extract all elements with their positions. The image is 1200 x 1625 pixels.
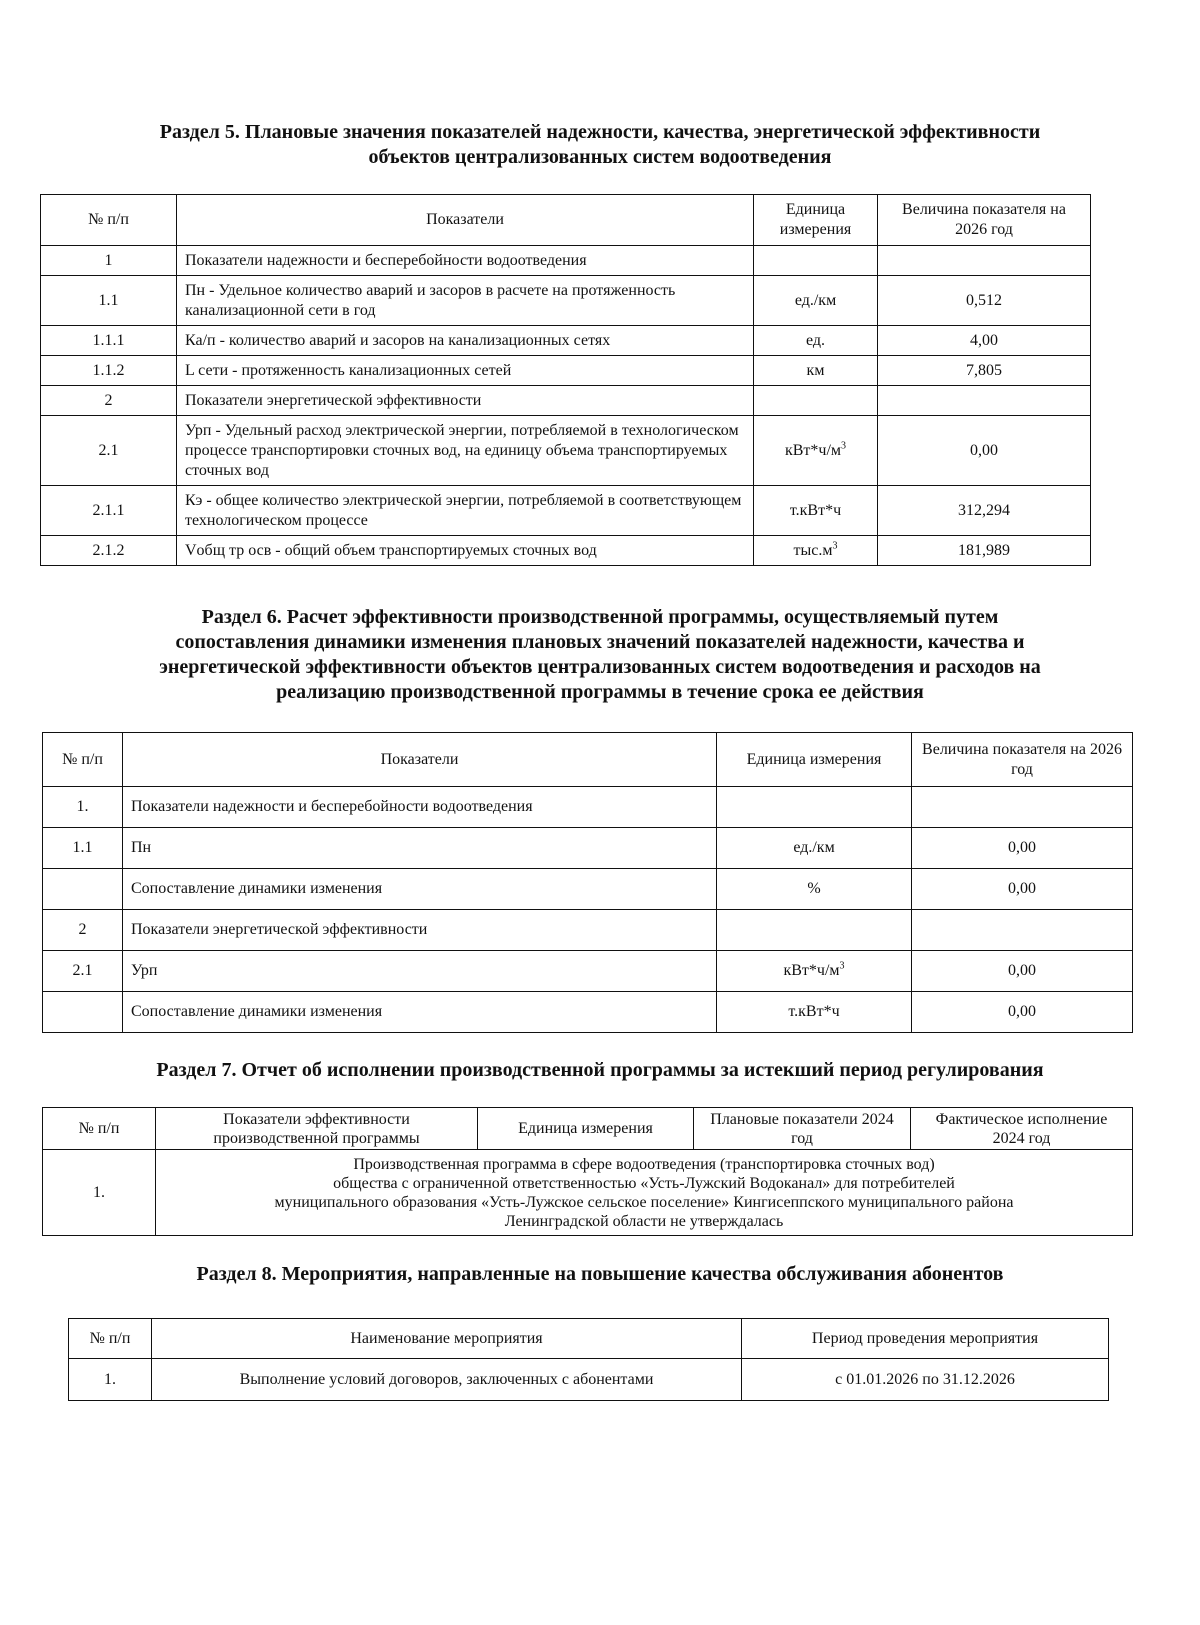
table-row [41, 356, 1091, 386]
row-indicator: Показатели надежности и бесперебойности водоотведения [177, 246, 754, 276]
table-row [41, 276, 1091, 326]
row-indicator: Пн [123, 828, 717, 869]
row-value [912, 910, 1133, 951]
row-period: с 01.01.2026 по 31.12.2026 [742, 1359, 1109, 1401]
row-value [912, 787, 1133, 828]
row-value: 0,00 [912, 951, 1133, 992]
table-row [43, 910, 1133, 951]
row-value: 0,00 [912, 828, 1133, 869]
col-header-unit: Единица измерения [478, 1108, 694, 1150]
col-header-planned: Плановые показатели 2024 год [694, 1108, 911, 1150]
row-value: 181,989 [878, 536, 1091, 566]
row-unit: т.кВт*ч [754, 486, 878, 536]
row-indicator: Показатели энергетической эффективности [177, 386, 754, 416]
col-header-indicator: Показатели [123, 733, 717, 787]
row-value: 0,00 [912, 992, 1133, 1033]
table-header-row [69, 1319, 1109, 1359]
section6-title [40, 605, 1160, 705]
table-header-row [43, 733, 1133, 787]
row-unit: $кВт*ч/м^3$ [754, 416, 878, 486]
row-indicator: L сети - протяженность канализационных сетей [177, 356, 754, 386]
section5-table [40, 194, 1091, 566]
table-row [43, 1150, 1133, 1236]
table-row [43, 951, 1133, 992]
table-row [41, 416, 1091, 486]
row-num: 2.1 [43, 951, 123, 992]
row-indicator: Ка/п - количество аварий и засоров на канализационных сетях [177, 326, 754, 356]
row-unit: км [754, 356, 878, 386]
table-row [41, 386, 1091, 416]
row-program-note [156, 1150, 1133, 1236]
section8-title [40, 1262, 1160, 1287]
section7-title [40, 1058, 1160, 1083]
table-header-row [43, 1108, 1133, 1150]
table-row [43, 828, 1133, 869]
row-value [878, 246, 1091, 276]
row-value: 0,512 [878, 276, 1091, 326]
section5-title-line1: Раздел 5. Плановые значения показателей надежности, качества, энергетической эффективности [159, 121, 1041, 143]
col-header-num: № п/п [43, 1108, 156, 1150]
row-unit: $тыс.м^3$ [754, 536, 878, 566]
row-value: 4,00 [878, 326, 1091, 356]
row-indicator: Сопоставление динамики изменения [123, 869, 717, 910]
section6-title-line3: энергетической эффективности объектов централизованных систем водоотведения и расходов на [159, 656, 1041, 678]
col-header-period: Период проведения мероприятия [742, 1319, 1109, 1359]
col-header-num: № п/п [69, 1319, 152, 1359]
row-num: 1. [43, 787, 123, 828]
program-note-line: Производственная программа в сфере водоотведения (транспортировка сточных вод) [353, 1155, 935, 1173]
program-note-line: муниципального образования «Усть-Лужское сельское поселение» Кингисеппского муниципального района [274, 1193, 1014, 1211]
col-header-value: Величина показателя на 2026 год [878, 195, 1091, 246]
row-num: 2.1.1 [41, 486, 177, 536]
row-value: 0,00 [878, 416, 1091, 486]
row-unit: % [717, 869, 912, 910]
section6-table [42, 732, 1133, 1033]
row-value: 312,294 [878, 486, 1091, 536]
table-row [43, 787, 1133, 828]
row-value [878, 386, 1091, 416]
table-row [41, 536, 1091, 566]
row-indicator: Показатели энергетической эффективности [123, 910, 717, 951]
table-row [41, 326, 1091, 356]
row-num: 1.1.1 [41, 326, 177, 356]
col-header-actual: Фактическое исполнение 2024 год [911, 1108, 1133, 1150]
table-row [43, 869, 1133, 910]
row-num: 1. [69, 1359, 152, 1401]
row-unit [717, 910, 912, 951]
row-unit: ед./км [754, 276, 878, 326]
row-num: 2.1.2 [41, 536, 177, 566]
row-num: 1.1.2 [41, 356, 177, 386]
col-header-num: № п/п [41, 195, 177, 246]
row-unit [754, 386, 878, 416]
section7-title-text: Раздел 7. Отчет об исполнении производственной программы за истекший период регулирования [156, 1059, 1044, 1081]
col-header-indicator: Показатели [177, 195, 754, 246]
table-row [43, 992, 1133, 1033]
row-num [43, 992, 123, 1033]
table-header-row [41, 195, 1091, 246]
col-header-activity: Наименование мероприятия [152, 1319, 742, 1359]
row-indicator: Урп - Удельный расход электрической энергии, потребляемой в технологическом процессе транспортировки сточных вод, на единицу объема транспортируемых сточных вод [177, 416, 754, 486]
program-note-line: Ленинградской области не утверждалась [504, 1212, 784, 1230]
row-activity: Выполнение условий договоров, заключенных с абонентами [152, 1359, 742, 1401]
section5-title [40, 120, 1160, 170]
table-row [41, 486, 1091, 536]
section5-title-line2: объектов централизованных систем водоотведения [368, 146, 832, 168]
row-num: 2 [41, 386, 177, 416]
row-indicator: Vобщ тр осв - общий объем транспортируемых сточных вод [177, 536, 754, 566]
row-unit: ед./км [717, 828, 912, 869]
row-unit: $кВт*ч/м^3$ [717, 951, 912, 992]
col-header-unit: Единица измерения [717, 733, 912, 787]
table-row [41, 246, 1091, 276]
section7-table [42, 1107, 1133, 1236]
row-unit: ед. [754, 326, 878, 356]
col-header-num: № п/п [43, 733, 123, 787]
section6-title-line1: Раздел 6. Расчет эффективности производственной программы, осуществляемый путем [201, 606, 999, 628]
row-unit: т.кВт*ч [717, 992, 912, 1033]
row-num [43, 869, 123, 910]
section6-title-line4: реализацию производственной программы в течение срока ее действия [276, 681, 924, 703]
row-num: 2.1 [41, 416, 177, 486]
row-value: 7,805 [878, 356, 1091, 386]
row-value: 0,00 [912, 869, 1133, 910]
section8-table [68, 1318, 1109, 1401]
row-num: 1.1 [43, 828, 123, 869]
table-row [69, 1359, 1109, 1401]
row-indicator: Пн - Удельное количество аварий и засоров в расчете на протяженность канализационной сети в год [177, 276, 754, 326]
row-unit [754, 246, 878, 276]
row-num: 1 [41, 246, 177, 276]
row-num: 1.1 [41, 276, 177, 326]
row-indicator: Урп [123, 951, 717, 992]
row-unit [717, 787, 912, 828]
program-note-line: общества с ограниченной ответственностью «Усть-Лужский Водоканал» для потребителей [333, 1174, 955, 1192]
section8-title-text: Раздел 8. Мероприятия, направленные на повышение качества обслуживания абонентов [196, 1263, 1004, 1285]
row-indicator: Показатели надежности и бесперебойности водоотведения [123, 787, 717, 828]
row-num: 2 [43, 910, 123, 951]
section6-title-line2: сопоставления динамики изменения плановых значений показателей надежности, качества и [175, 631, 1025, 653]
col-header-indicator: Показатели эффективности производственной программы [156, 1108, 478, 1150]
col-header-unit: Единица измерения [754, 195, 878, 246]
row-indicator: Кэ - общее количество электрической энергии, потребляемой в соответствующем технологическом процессе [177, 486, 754, 536]
col-header-value: Величина показателя на 2026 год [912, 733, 1133, 787]
row-indicator: Сопоставление динамики изменения [123, 992, 717, 1033]
row-num: 1. [43, 1150, 156, 1236]
